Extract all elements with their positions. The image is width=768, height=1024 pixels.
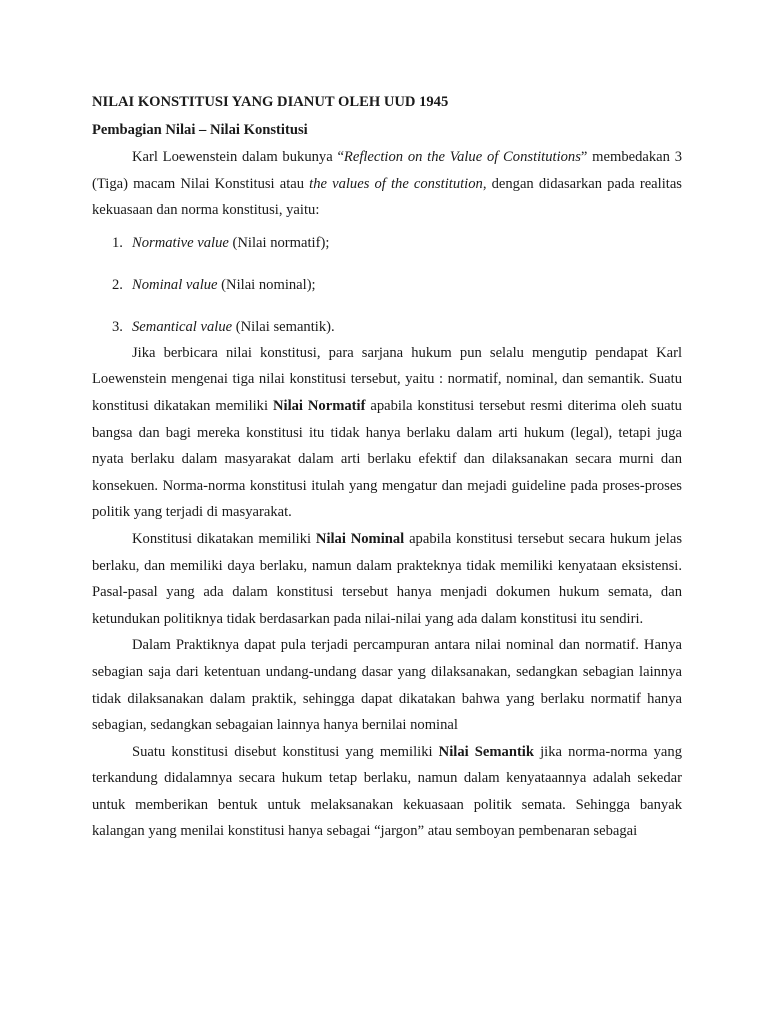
normatif-text-b: apabila konstitusi tersebut resmi diterima oleh suatu bangsa dan bagi mereka konstitusi itu tidak hanya berlaku dalam arti hukum (legal), tetapi juga nyata berlaku dalam masyarakat dalam arti berlaku efektif dan dilaksanakan secara murni dan konsekuen. Norma-norma konstitusi itulah yang mengatur dan mejadi guideline pada proses-proses politik yang terjadi di masyarakat.	[92, 397, 682, 521]
list-item	[92, 230, 682, 256]
list-term: Nominal value	[132, 276, 218, 293]
list-rest: (Nilai semantik).	[232, 318, 335, 335]
list-number: 2.	[112, 276, 123, 293]
list-rest: (Nilai normatif);	[228, 234, 330, 251]
paragraph-semantik	[92, 739, 682, 845]
list-text	[132, 230, 329, 256]
values-phrase: the values of the constitution	[309, 175, 483, 192]
paragraph-normatif	[92, 340, 682, 526]
list-rest: (Nilai nominal);	[217, 276, 316, 293]
values-list	[92, 230, 682, 340]
paragraph-nominal	[92, 526, 682, 632]
document-page	[92, 88, 682, 845]
normatif-term: Nilai Normatif	[272, 397, 366, 414]
list-term: Normative value	[132, 234, 229, 251]
nominal-text-b: apabila konstitusi tersebut secara hukum jelas berlaku, dan memiliki daya berlaku, namun dalam prakteknya tidak memiliki kenyataan eksistensi. Pasal-pasal yang ada dalam konstitusi tersebut hanya menjadi dokumen hukum semata, dan ketundukan politiknya tidak berdasarkan pada nilai-nilai yang ada dalam konstitusi itu sendiri.	[92, 530, 682, 627]
semantik-text-a: Suatu konstitusi disebut konstitusi yang memiliki	[132, 743, 439, 760]
semantik-term: Nilai Semantik	[438, 743, 534, 760]
paragraph-campuran: Dalam Praktiknya dapat pula terjadi percampuran antara nilai nominal dan normatif. Hanya sebagian saja dari ketentuan undang-undang dasar yang dilaksanakan, sedangkan sebagian lainnya tidak dilaksanakan dalam praktik, sehingga dapat dikatakan bahwa yang berlaku normatif hanya sebagian, sedangkan sebagaian lainnya hanya bernilai nominal	[92, 637, 682, 734]
book-title: Reflection on the Value of Constitutions	[343, 149, 581, 165]
document-title: NILAI KONSTITUSI YANG DIANUT OLEH UUD 1945	[92, 94, 449, 110]
list-item	[92, 272, 682, 298]
list-number: 1.	[112, 234, 123, 251]
list-text	[132, 272, 316, 298]
section-subtitle: Pembagian Nilai – Nilai Konstitusi	[92, 122, 308, 138]
list-term: Semantical value	[132, 318, 233, 335]
intro-text-2: ” membedakan 3 (Tiga) macam Nilai Konstitusi atau	[92, 149, 683, 192]
nominal-term: Nilai Nominal	[315, 530, 405, 547]
intro-text-3: , dengan didasarkan pada realitas kekuasaan dan norma konstitusi, yaitu:	[92, 175, 682, 219]
nominal-text-a: Konstitusi dikatakan memiliki	[132, 530, 316, 547]
intro-text-1: Karl Loewenstein dalam bukunya “	[132, 149, 344, 165]
intro-paragraph	[92, 144, 682, 224]
normatif-text-a: Jika berbicara nilai konstitusi, para sarjana hukum pun selalu mengutip pendapat Karl Loewenstein mengenai tiga nilai konstitusi tersebut, yaitu : normatif, nominal, dan semantik. Suatu konstitusi dikatakan memiliki	[92, 344, 682, 414]
semantik-text-b: jika norma-norma yang terkandung didalamnya secara hukum tetap berlaku, namun dalam kenyataannya adalah sekedar untuk memberikan bentuk untuk melaksanakan kekuasaan politik semata. Sehingga banyak kalangan yang menilai konstitusi hanya sebagai “jargon” atau semboyan pembenaran sebagai	[92, 743, 682, 840]
list-number: 3.	[112, 318, 123, 335]
list-item	[92, 314, 682, 340]
list-text	[132, 314, 335, 340]
